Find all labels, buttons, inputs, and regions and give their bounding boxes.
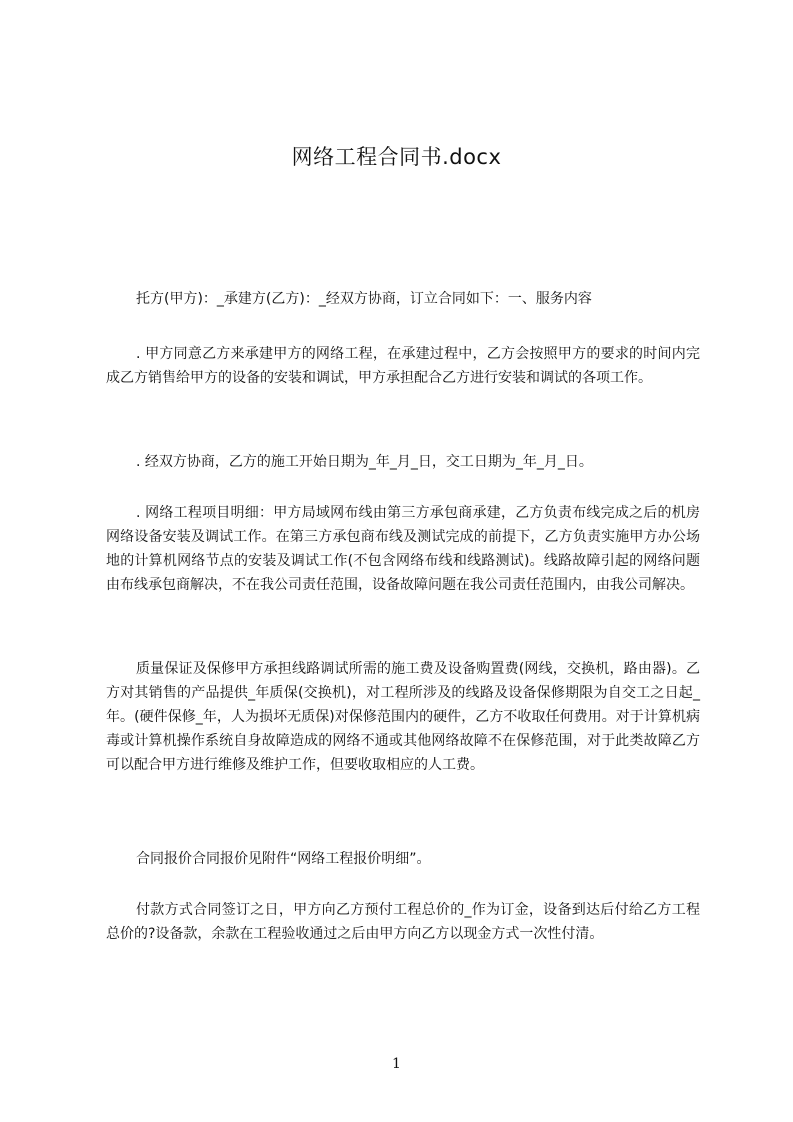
paragraph-payment: 付款方式合同签订之日，甲方向乙方预付工程总价的_作为订金，设备到达后付给乙方工程总价的?设备款，余款在工程验收通过之后由甲方向乙方以现金方式一次性付清。 bbox=[106, 902, 700, 942]
paragraph-parties: 托方(甲方)：_承建方(乙方)：_经双方协商，订立合同如下：一、服务内容 bbox=[136, 291, 592, 307]
paragraph-quotation: 合同报价合同报价见附件“网络工程报价明细”。 bbox=[136, 851, 431, 867]
paragraph-project-details: . 网络工程项目明细：甲方局域网布线由第三方承包商承建，乙方负责布线完成之后的机房网络设备安装及调试工作。在第三方承包商布线及测试完成的前提下，乙方负责实施甲方办公场地的计算机网络节点的安装及调试工作(不包含网络布线和线路测试)。线路故障引起的网络问题由布线承包商解决，不在我公司责任范围，设备故障问题在我公司责任范围内，由我公司解决。 bbox=[106, 505, 700, 593]
paragraph-warranty: 质量保证及保修甲方承担线路调试所需的施工费及设备购置费(网线，交换机，路由器)。乙方对其销售的产品提供_年质保(交换机)，对工程所涉及的线路及设备保修期限为自交工之日起_年。(硬件保修_年，人为损坏无质保)对保修范围内的硬件，乙方不收取任何费用。对于计算机病毒或计算机操作系统自身故障造成的网络不通或其他网络故障不在保修范围，对于此类故障乙方可以配合甲方进行维修及维护工作，但要收取相应的人工费。 bbox=[106, 661, 700, 773]
paragraph-schedule: . 经双方协商，乙方的施工开始日期为_年_月_日，交工日期为_年_月_日。 bbox=[136, 454, 593, 470]
paragraph-construction-scope: . 甲方同意乙方来承建甲方的网络工程，在承建过程中，乙方会按照甲方的要求的时间内完成乙方销售给甲方的设备的安装和调试，甲方承担配合乙方进行安装和调试的各项工作。 bbox=[106, 346, 700, 386]
document-title: 网络工程合同书.docx bbox=[291, 145, 502, 169]
page-number: 1 bbox=[392, 1056, 401, 1072]
